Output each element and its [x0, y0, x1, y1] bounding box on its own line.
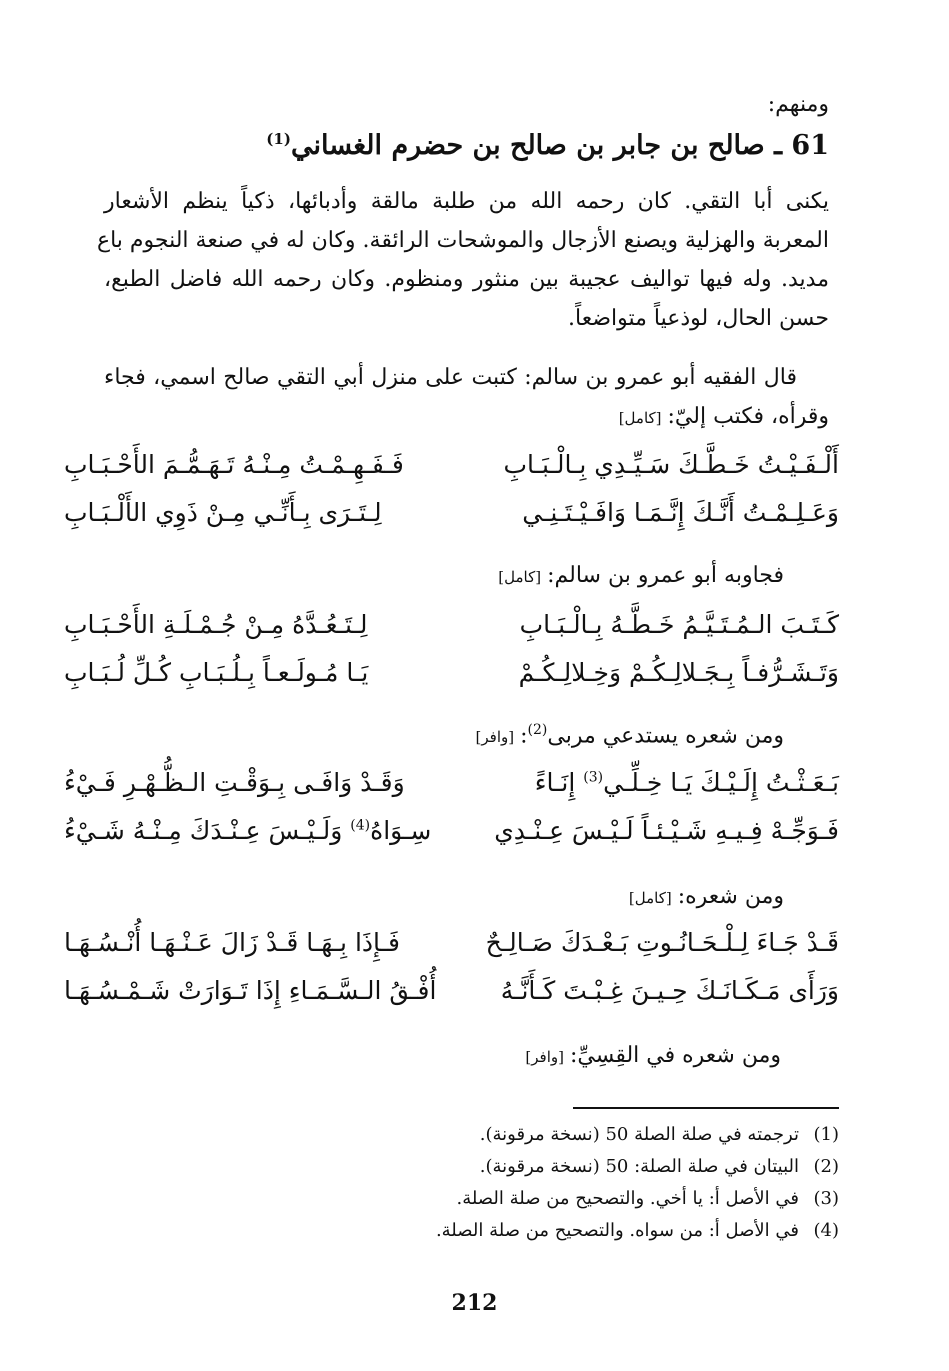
footnote-text: في الأصل أ: يا أخي. والتصحيح من صلة الصلة. — [456, 1188, 799, 1209]
footnote-text: ترجمته في صلة الصلة 50 (نسخة مرقونة). — [479, 1124, 799, 1145]
verse-hemistich-right: كَـتَـبَ الـمُـتَـيَّـمُ خَـطَّـهُ بِـالْـبَـابِ — [519, 610, 839, 639]
footnote-ref: (4) — [350, 817, 371, 834]
verse-hemistich-left: أُفْـقُ الـسَّـمَـاءِ إِذَا تَـوَارَتْ شَـمْـسُـهَـا — [64, 976, 437, 1005]
meter-label: [كامل] — [628, 889, 672, 907]
poem-intro-punct: : — [520, 723, 528, 749]
footnote-text: في الأصل أ: من سواه. والتصحيح من صلة الصلة. — [435, 1220, 799, 1241]
footnote-number: (2) — [813, 1156, 839, 1177]
poem-intro — [476, 722, 784, 748]
poem-intro — [629, 884, 784, 909]
page-number: 212 — [451, 1290, 498, 1316]
poem-2 — [64, 610, 839, 710]
verse-hemistich-right: أَلْـفَـيْـتُ خَـطَّـكَ سَـيِّـدِي بِـالْـبَـابِ — [503, 450, 839, 479]
paragraph-line — [104, 397, 829, 438]
verse-hemistich-right: وَعَـلِـمْـتُ أَنَّـكَ إِنَّـمَـا وَافَـيْـتَـنِـي — [522, 498, 839, 527]
verse-text: سِـوَاهُ — [370, 816, 432, 845]
footnote-divider — [573, 1107, 839, 1109]
footnote-number: (1) — [813, 1124, 839, 1145]
verse-hemistich-right: فَـوَجِّـهْ فِـيـهِ شَـيْـئـاً لَـيْـسَ عِـنْـدِي — [494, 816, 839, 845]
verse-hemistich-left: وَقَـدْ وَافَـى بِـوَقْـتِ الـظُّـهْـرِ فَـيْءُ — [64, 768, 405, 797]
footnote — [480, 1124, 839, 1145]
verse-hemistich-left: يَـا مُـولَـعـاً بِـلُـبَـابِ كُـلِّ لُـبَـابِ — [64, 658, 369, 687]
paragraph-line: يكنى أبا التقي. كان رحمه الله من طلبة مالقة وأدبائها، ذكياً ينظم الأشعار — [104, 189, 829, 214]
verse-hemistich-left — [64, 816, 431, 845]
verse-hemistich-left: فَـإِذَا بِـهَـا قَـدْ زَالَ عَـنْـهَـا أُنْـسُـهَـا — [64, 928, 400, 957]
paragraph-line: مديد. وله فيها تواليف عجيبة بين منثور ومنظوم. وكان رحمه الله فاضل الطبع، — [104, 267, 829, 292]
poem-3 — [64, 768, 839, 868]
entry-title — [109, 130, 829, 161]
verse-hemistich-right: قَـدْ جَـاءَ لِـلْـحَـانُـوتِ بَـعْـدَكَ صَـالِـحٌ — [485, 928, 839, 957]
poem-1 — [64, 450, 839, 550]
poem-intro-text: ومن شعره يستدعي مربى — [547, 723, 784, 749]
section-intro: ومنهم: — [767, 92, 829, 117]
meter-label: [كامل] — [618, 409, 662, 427]
footnote-number: (3) — [813, 1188, 839, 1209]
paragraph-line: حسن الحال، لوذعياً متواضعاً. — [568, 306, 829, 331]
paragraph-text: وقرأه، فكتب إليّ: — [667, 404, 829, 429]
verse-hemistich-left: لِـتَـرَى بِـأَنِّـي مِـنْ ذَوِي الأَلْـبَـابِ — [64, 498, 382, 527]
poem-intro — [525, 1043, 781, 1068]
paragraph-line: قال الفقيه أبو عمرو بن سالم: كتبت على منزل أبي التقي صالح اسمي، فجاء — [104, 365, 797, 390]
title-footnote-ref: (1) — [266, 130, 291, 148]
meter-label: [وافر] — [475, 728, 515, 747]
footnote — [480, 1156, 839, 1177]
verse-hemistich-right: وَرَأَى مَـكَـانَـكَ حِـيـنَ غِـبْـتَ كَـأَنَّـهُ — [500, 976, 839, 1005]
footnote-number: (4) — [813, 1220, 839, 1241]
poem-intro — [498, 563, 784, 588]
meter-label: [وافر] — [525, 1048, 564, 1066]
verse-hemistich-right: وَتَـشَـرُّفـاً بِـجَـلالِـكُـمْ وَخِـلالِـكُـمْ — [518, 658, 839, 687]
verse-hemistich-right — [535, 768, 839, 797]
verse-hemistich-left: لِـتَـعُـدَّهُ مِـنْ جُـمْـلَـةِ الأَحْـبَـابِ — [64, 610, 368, 639]
verse-hemistich-left: فَـفَـهِـمْـتُ مِـنْـهُ تَـهَـمُّـمَ الأَحْـبَـابِ — [64, 450, 404, 479]
paragraph-line: المعربة والهزلية ويصنع الأزجال والموشحات الرائقة. وكان له في صنعة النجوم باع — [96, 228, 829, 253]
poem-intro-text: ومن شعره: — [677, 884, 784, 909]
footnote — [456, 1188, 839, 1209]
meter-label: [كامل] — [498, 568, 542, 586]
footnote-ref: (3) — [583, 769, 604, 786]
footnote-ref: (2) — [527, 722, 548, 738]
verse-text: إِنَـاءً — [534, 768, 584, 797]
footnote-text: البيتان في صلة الصلة: 50 (نسخة مرقونة). — [479, 1156, 799, 1177]
verse-text: بَـعَـثْـتُ إِلَـيْـكَ يَـا خِـلِّـي — [603, 768, 839, 797]
biography-paragraph — [96, 182, 829, 338]
poem-intro-text: فجاوبه أبو عمرو بن سالم: — [547, 563, 784, 588]
poem-intro-text: ومن شعره في القِسِيِّ: — [569, 1043, 781, 1068]
entry-title-text: 61 ـ صالح بن جابر بن صالح بن حضرم الغساني — [290, 130, 829, 161]
footnote — [436, 1220, 839, 1241]
poem-4 — [64, 928, 839, 1028]
verse-text: وَلَـيْـسَ عِـنْـدَكَ مِـنْـهُ شَـيْءُ — [64, 816, 351, 845]
anecdote-paragraph — [104, 358, 829, 438]
